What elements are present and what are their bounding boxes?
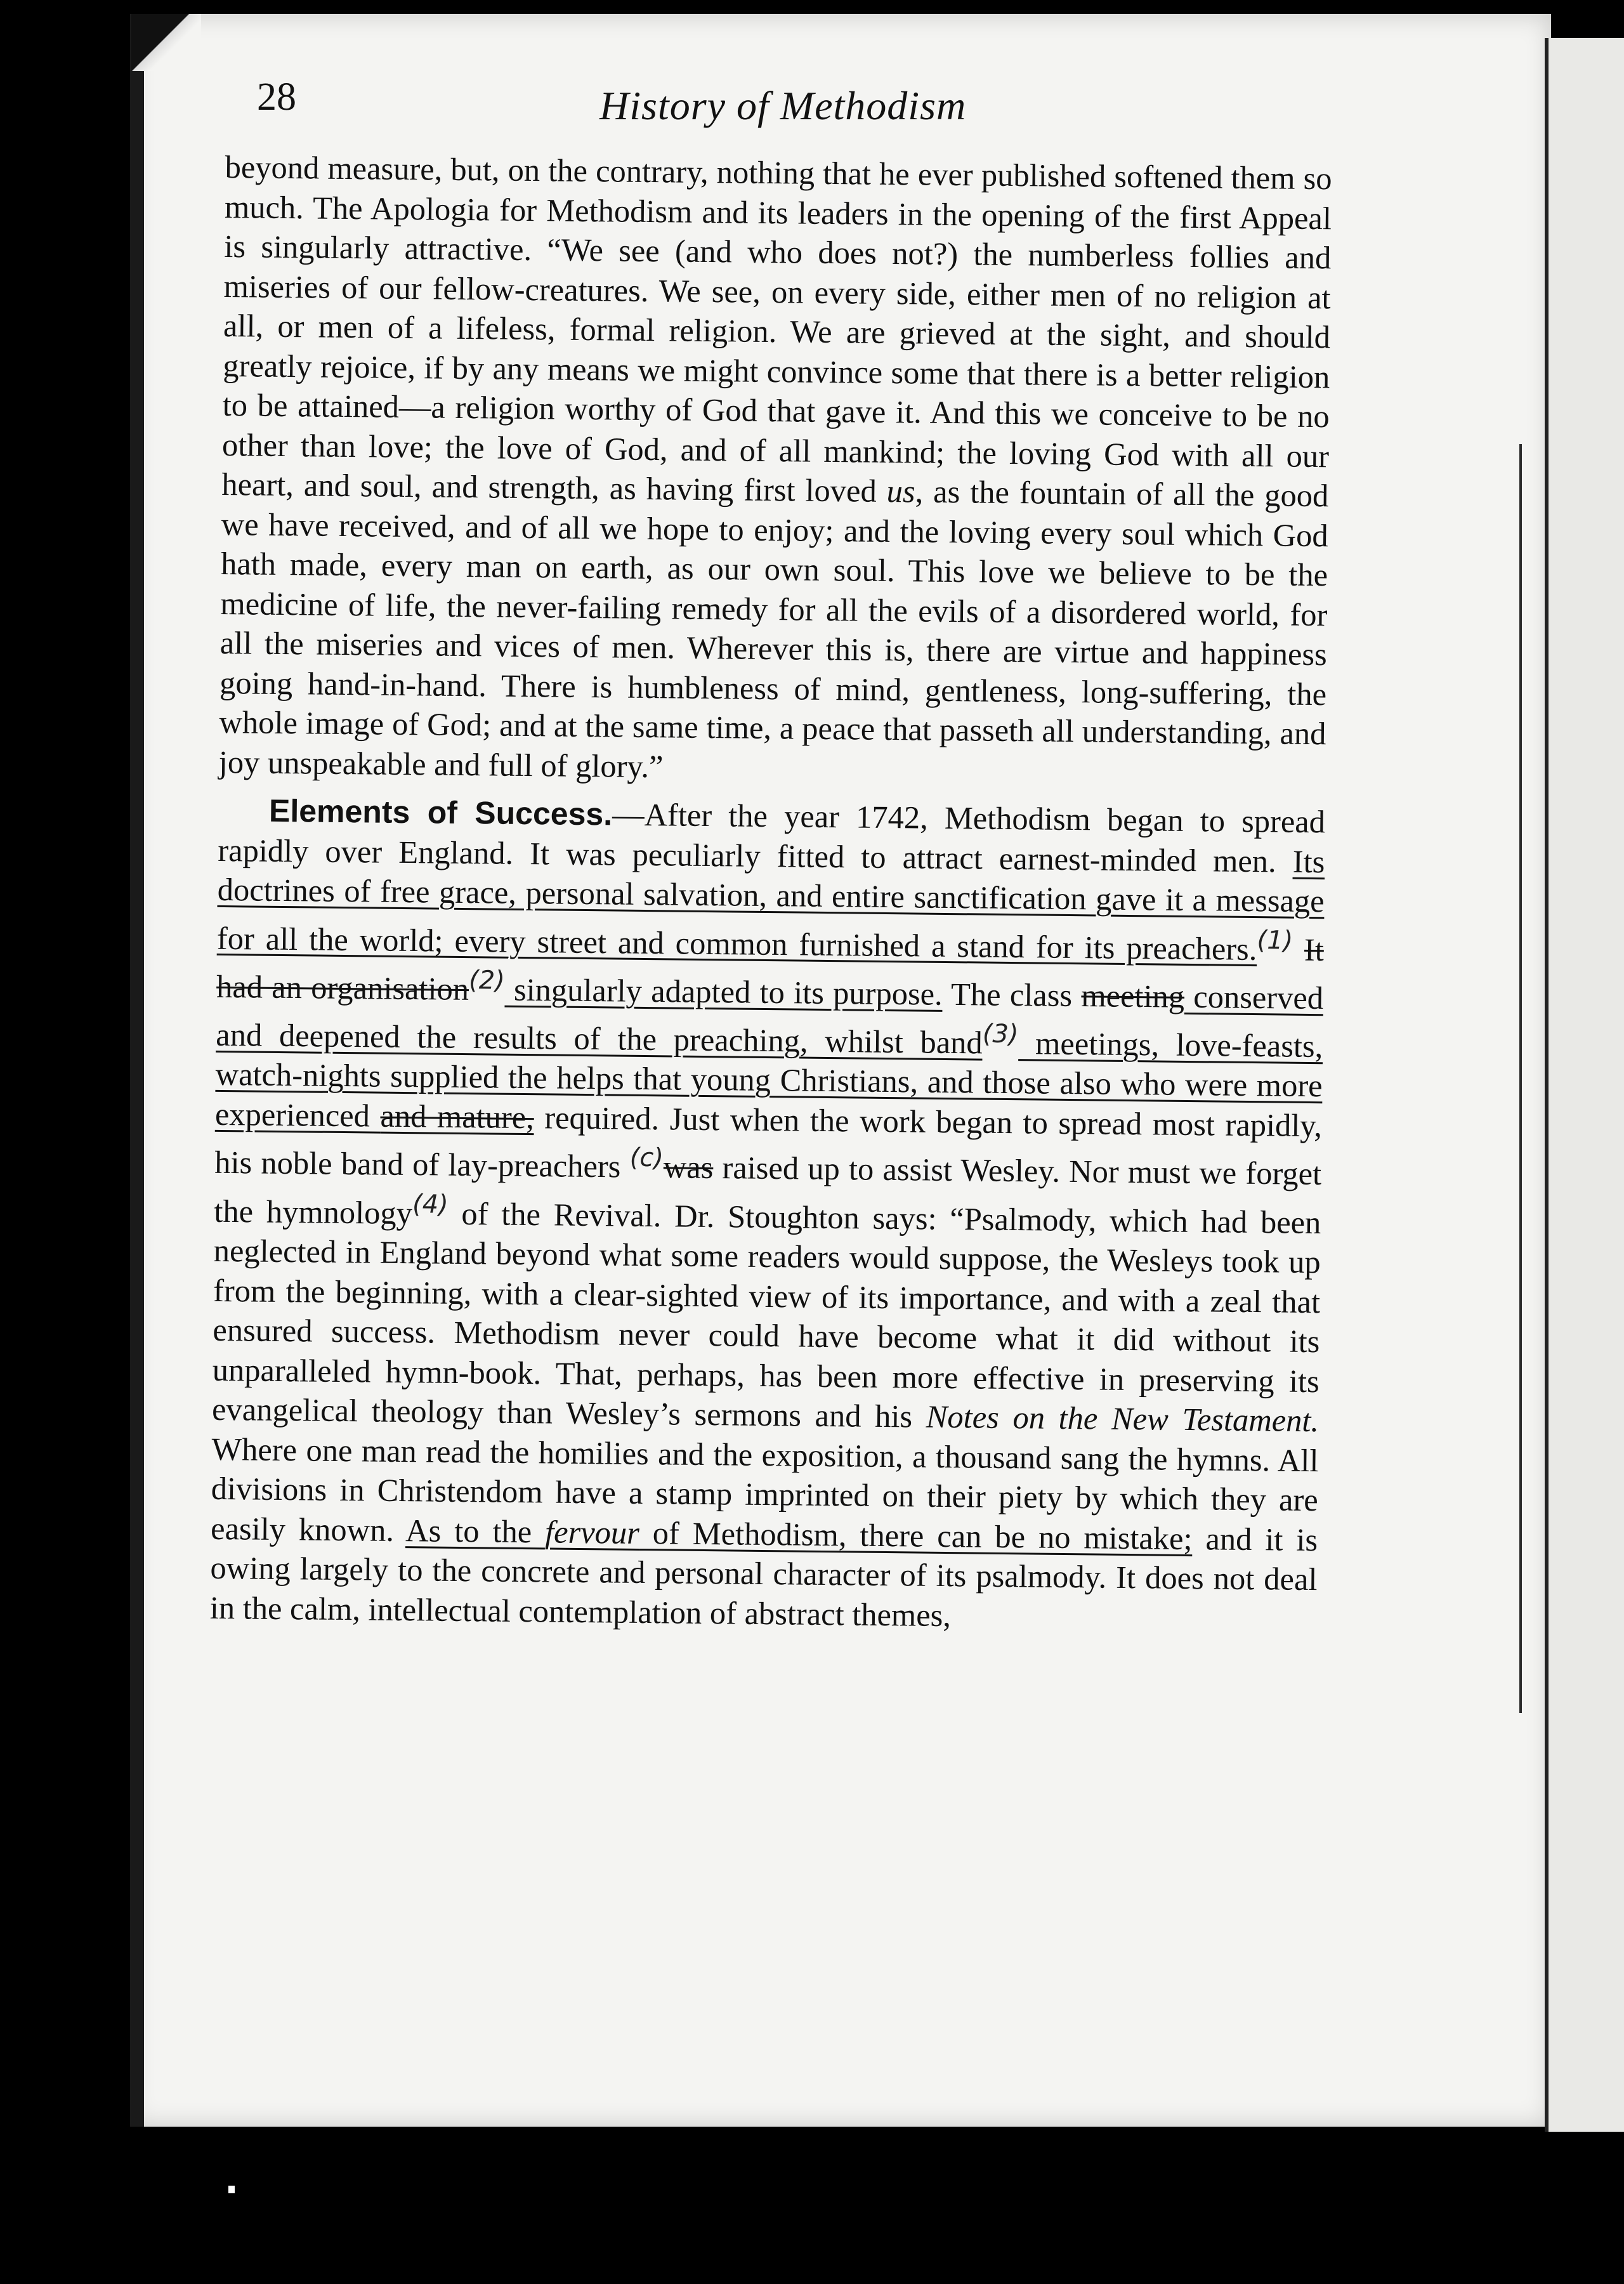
annotated-strikethrough: and mature, (380, 1098, 535, 1136)
paragraph-text: —After the year 1742, Methodism began to spread rapidly over England. It was peculiarly fitted to attract earnest-minded men. (218, 796, 1326, 879)
paragraph-text: , as the fountain of all the good we have received, and of all we hope to enjoy; and the loving every soul which God hath made, every man on earth, as our own soul. This love we believe to be the medicine of life, the never-failing remedy for all the evils of a disordered world, for all the miseries and vices of men. Wherever this is, there are virtue and happiness going hand-in-hand. There is humbleness of mind, gentleness, long-suffering, the whole image of God; and at the same time, a peace that passeth all understanding, and joy unspeakable and full of glory.” (218, 473, 1329, 784)
handwritten-mark: (1) (1257, 925, 1293, 955)
annotated-underline: of Methodism, there can be no mistake; (639, 1514, 1193, 1556)
corner-fold (131, 14, 201, 71)
handwritten-mark: (3) (982, 1019, 1019, 1049)
paragraph-text: and it is owing largely to the concrete and personal character of its psalmody. It does not deal in the calm, intellectual contemplation of abstract themes, (209, 1520, 1318, 1633)
paragraph-text: The class (942, 976, 1082, 1013)
handwritten-mark: (c) (629, 1143, 664, 1173)
handwritten-mark: (4) (412, 1189, 449, 1219)
annotated-underline: As to the (405, 1512, 546, 1550)
annotated-strikethrough: meeting (1081, 977, 1185, 1014)
emphasis-us: us (886, 473, 915, 509)
annotated-strikethrough: It had an organisation (216, 931, 1325, 1007)
adjacent-page-edge (1545, 38, 1624, 2132)
page-header (257, 70, 1335, 146)
scan-speck (228, 2186, 235, 2193)
annotated-underline: conserved and deepened the results of the preaching, whilst band (216, 978, 1324, 1061)
annotated-strikethrough: was (663, 1149, 714, 1186)
annotated-underline: meetings, love-feasts, watch-nights supplied the helps that young Christians, and those also who were more experienced (214, 1025, 1323, 1134)
paragraph-text: raised up to assist Wesley. Nor must we forget the hymnology (214, 1150, 1322, 1231)
gutter-shadow (1519, 444, 1522, 1713)
annotated-underline: Its doctrines of free grace, personal salvation, and entire sanctification gave it a message for all the world; every street and common furnished a stand for its preachers. (216, 843, 1325, 967)
paragraph-elements-of-success (210, 791, 1326, 1639)
body-text (210, 147, 1332, 1639)
paragraph-text: Where one man read the homilies and the exposition, a thousand sang the hymns. All divisions in Christendom have a stamp imprinted on their piety by which they are easily known. (210, 1431, 1319, 1548)
paragraph-text: beyond measure, but, on the contrary, nothing that he ever published softened them so much. The Apologia for Methodism and its leaders in the opening of the first Appeal is singularly attractive. “We see (and who does not?) the numberless follies and miseries of our fellow-creatures. We see, on every side, either men of no religion at all, or men of a lifeless, formal religion. We are grieved at the sight, and should greatly rejoice, if by any means we might convince some that there is a better religion to be attained—a religion worthy of God that gave it. And this we conceive to be no other than love; the love of God, and of all mankind; the loving God with all our heart, and soul, and strength, as having first loved (221, 148, 1332, 509)
section-run-heading: Elements of Success. (268, 792, 613, 832)
page-number: 28 (257, 75, 296, 119)
annotated-underline: singularly adapted to its purpose. (504, 971, 943, 1012)
paragraph-apologia-quote (219, 147, 1332, 793)
emphasis-book-title: Notes on the New Testament. (926, 1398, 1320, 1439)
paragraph-text: of the Revival. Dr. Stoughton says: “Psalmody, which had been neglected in England beyond what some readers would suppose, the Wesleys took up from the beginning, with a clear-sighted view of its importance, and with a zeal that ensured success. Methodism never could have become what it did without its unparalleled hymn-book. That, perhaps, has been more effective in preserving its evangelical theology than Wesley’s sermons and his (211, 1195, 1321, 1434)
running-title: History of Methodism (599, 83, 967, 128)
emphasis-fervour: fervour (544, 1514, 640, 1551)
handwritten-mark: (2) (468, 965, 506, 995)
page-binding-edge (130, 14, 144, 2127)
paragraph-text: required. Just when the work began to spread most rapidly, his noble band of lay-preachers (214, 1099, 1323, 1185)
